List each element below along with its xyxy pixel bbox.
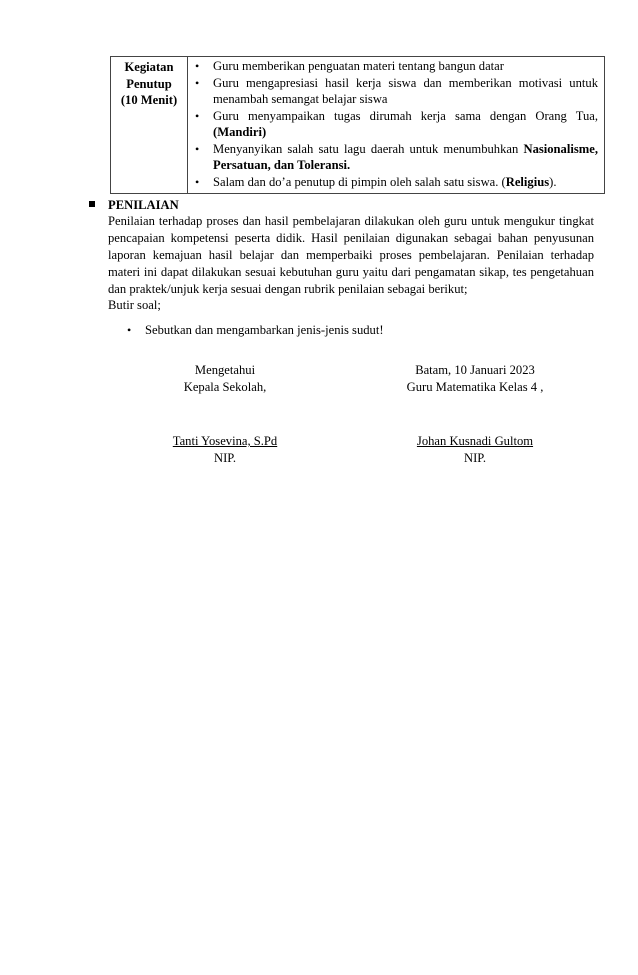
activity-list	[192, 58, 598, 190]
bullet-icon: •	[127, 323, 132, 337]
activity-item: • Salam dan do’a penutup di pimpin oleh salah satu siswa. (Religius).	[192, 174, 598, 191]
section-title: PENILAIAN	[108, 198, 179, 212]
signature-left-line2: Kepala Sekolah,	[183, 380, 267, 394]
signature-right-line1: Batam, 10 Januari 2023	[415, 363, 535, 377]
signature-left-name-block	[150, 433, 300, 467]
signature-right-line2: Guru Matematika Kelas 4 ,	[406, 380, 544, 394]
activity-item: • Menyanyikan salah satu lagu daerah untuk menumbuhkan Nasionalisme, Persatuan, dan Toleransi.	[192, 141, 598, 174]
closing-activity-table	[110, 56, 605, 194]
signature-right-nip: NIP.	[463, 451, 487, 465]
butir-soal-label: Butir soal;	[108, 298, 161, 312]
penilaian-paragraph: Penilaian terhadap proses dan hasil pembelajaran dilakukan oleh guru untuk mengukur tingkat pencapaian kompetensi peserta didik. Hasil penilaian digunakan sebagai bahan penyusunan laporan kemajuan hasil belajar dan memperbaiki proses pembelajaran. Penilaian terhadap materi ini dapat dilakukan sesuai kebutuhan guru yaitu dari pengamatan sikap, tes pengetahuan dan praktek/unjuk kerja sesuai dengan rubrik penilaian sebagai berikut;	[108, 214, 594, 296]
signature-left-name: Tanti Yosevina, S.Pd	[172, 434, 278, 448]
activity-label-cell	[111, 57, 188, 194]
character-value: Nasionalisme, Persatuan, dan Toleransi.	[213, 141, 598, 172]
activity-item: • Guru memberikan penguatan materi tentang bangun datar	[192, 58, 598, 75]
activity-content-cell	[188, 57, 605, 194]
activity-label-line: Kegiatan	[124, 60, 174, 74]
signature-right-name: Johan Kusnadi Gultom	[416, 434, 534, 448]
signature-right-name-block	[390, 433, 560, 467]
signature-left-nip: NIP.	[213, 451, 237, 465]
character-value: (Mandiri)	[213, 125, 267, 139]
activity-item: • Guru mengapresiasi hasil kerja siswa dan memberikan motivasi untuk menambah semangat belajar siswa	[192, 75, 598, 108]
signature-left	[150, 362, 300, 396]
square-bullet-icon	[89, 201, 95, 207]
signature-right	[390, 362, 560, 396]
signature-left-line1: Mengetahui	[194, 363, 256, 377]
question-item: Sebutkan dan mengambarkan jenis-jenis sudut!	[145, 323, 384, 337]
character-value: Religius	[505, 174, 550, 189]
activity-item: • Guru menyampaikan tugas dirumah kerja sama dengan Orang Tua, (Mandiri)	[192, 108, 598, 141]
activity-label-line: Penutup	[126, 76, 172, 91]
activity-label-line: (10 Menit)	[120, 93, 178, 107]
